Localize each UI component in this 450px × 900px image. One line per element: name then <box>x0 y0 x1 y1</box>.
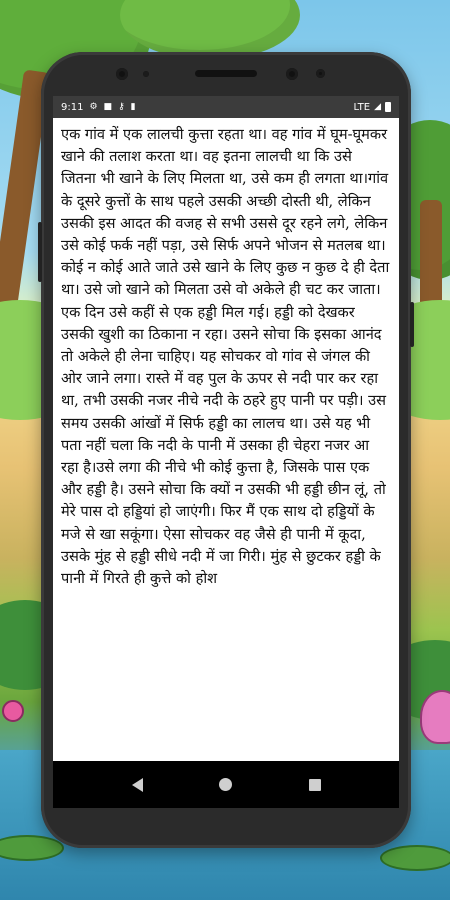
navigation-bar <box>53 761 399 808</box>
front-camera <box>116 68 128 80</box>
story-text: एक गांव में एक लालची कुत्ता रहता था। वह गांव में घूम-घूमकर खाने की तलाश करता था। वह इतना लालची था कि उसे जितना भी खाने के लिए मिलता था, उसे कम ही लगता था।गांव के दूसरे कुत्तों के साथ पहले उसकी अच्छी दोस्ती थी, लेकिन उसकी इस आदत की वजह से सभी उससे दूर रहने लगे, लेकिन उसे कोई फर्क नहीं पड़ा, उसे सिर्फ अपने भोजन से मतलब था। कोई न कोई आते जाते उसे खाने के लिए कुछ न कुछ दे ही देता था। उसे जो खाने को मिलता उसे वो अकेले ही चट कर जाता।एक दिन उसे कहीं से एक हड्डी मिल गई। हड्डी को देखकर उसकी खुशी का ठिकाना न रहा। उसने सोचा कि इसका आनंद तो अकेले ही लेना चाहिए। यह सोचकर वो गांव से जंगल की ओर जाने लगा। रास्ते में वह पुल के ऊपर से नदी पार कर रहा था, तभी उसकी नजर नीचे नदी के ठहरे हुए पानी पर पड़ी। उस समय उसकी आंखों में सिर्फ हड्डी का लालच था। उसे यह भी पता नहीं चला कि नदी के पानी में उसका ही चेहरा नजर आ रहा है।उसे लगा की नीचे भी कोई कुत्ता है, जिसके पास एक और हड्डी है। उसने सोचा कि क्यों न उसकी भी हड्डी छीन लूं, तो मेरे पास दो हड्डियां हो जाएंगी। फिर मैं एक साथ दो हड्डियों के मजे से खा सकूंगा। ऐसा सोचकर वह जैसे ही पानी में कूदा, उसके मुंह से हड्डी सीधे नदी में जा गिरी। मुंह से छुटकर हड्डी के पानी में गिरते ही कुत्ते को होश <box>61 126 390 588</box>
back-button[interactable] <box>117 765 157 805</box>
back-icon <box>132 778 143 792</box>
app-screen <box>53 96 399 808</box>
status-time: 9:11 <box>61 101 84 113</box>
lily-pad <box>380 845 450 871</box>
pink-flower <box>2 700 24 722</box>
volume-button <box>38 222 42 282</box>
status-left <box>61 102 136 113</box>
battery-icon <box>385 102 391 112</box>
notification-icon: ■ <box>103 101 113 112</box>
power-button <box>410 302 414 347</box>
front-sensor-small <box>316 69 325 78</box>
recents-icon <box>309 779 321 791</box>
status-right <box>353 102 391 113</box>
settings-icon: ⚙ <box>89 101 98 112</box>
status-bar <box>53 96 399 118</box>
phone-frame <box>41 52 411 848</box>
earpiece-speaker <box>195 70 257 77</box>
home-icon <box>219 778 232 791</box>
sensor-dot <box>143 71 149 77</box>
recents-button[interactable] <box>295 765 335 805</box>
home-button[interactable] <box>206 765 246 805</box>
key-icon: ⚷ <box>118 101 125 112</box>
story-content[interactable] <box>53 118 399 739</box>
network-type: LTE <box>353 101 371 113</box>
front-sensor <box>286 68 298 80</box>
battery-saver-icon: ▮ <box>130 101 136 112</box>
status-icons <box>89 103 135 112</box>
signal-icon: ◢ <box>374 101 381 112</box>
